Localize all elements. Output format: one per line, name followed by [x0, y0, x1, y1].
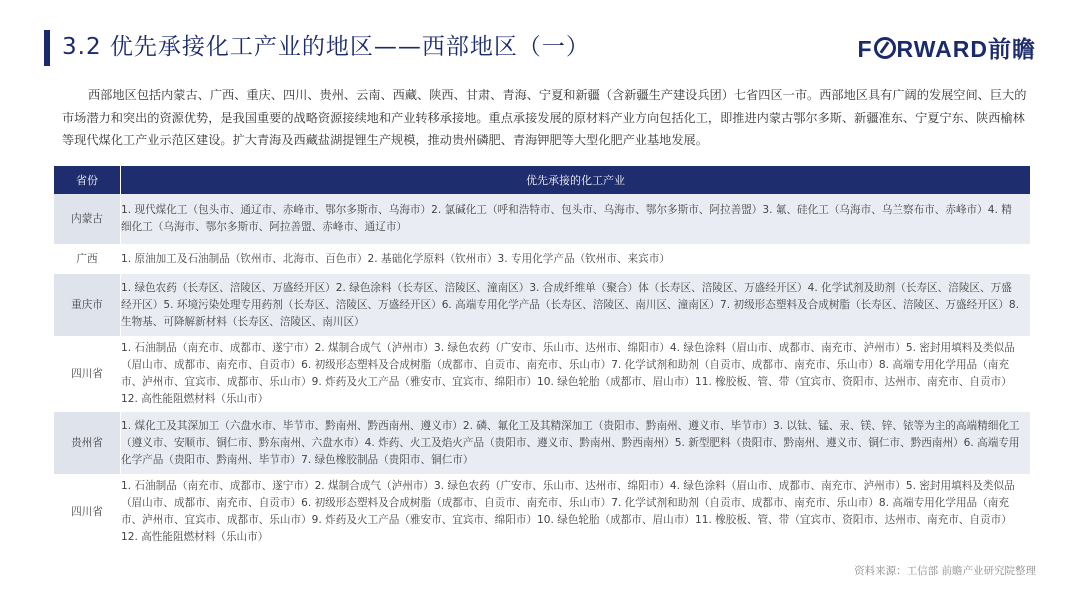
table-row	[54, 274, 1030, 336]
table-row	[54, 336, 1030, 412]
province-cell: 四川省	[54, 474, 121, 550]
source-note: 资料来源：工信部 前瞻产业研究院整理	[854, 565, 1036, 577]
table-row	[54, 474, 1030, 550]
province-cell: 贵州省	[54, 412, 121, 474]
header-industry: 优先承接的化工产业	[121, 166, 1031, 194]
page-title: 3.2 优先承接化工产业的地区——西部地区（一）	[62, 34, 590, 60]
title-accent-bar	[44, 30, 50, 66]
industry-cell: 1. 石油制品（南充市、成都市、遂宁市）2. 煤制合成气（泸州市）3. 绿色农药（广安市、乐山市、达州市、绵阳市）4. 绿色涂料（眉山市、成都市、南充市、泸州市）5. 密封用填料及类似品（眉山市、成都市、南充市、自贡市）6. 初级形态塑料及合成树脂（成都市、自贡市、南充市、乐山市）7. 化学试剂和助剂（自贡市、成都市、南充市、乐山市）8. 高端专用化学用品（南充市、泸州市、宜宾市、成都市、乐山市）9. 炸药及火工产品（雅安市、宜宾市、绵阳市）10. 绿色轮胎（成都市、眉山市）11. 橡胶板、管、带（宜宾市、资阳市、达州市、南充市、自贡市）12. 高性能阻燃材料（乐山市）	[121, 474, 1031, 550]
province-cell: 重庆市	[54, 274, 121, 336]
province-cell: 内蒙古	[54, 194, 121, 244]
industry-cell: 1. 绿色农药（长寿区、涪陵区、万盛经开区）2. 绿色涂料（长寿区、涪陵区、潼南区）3. 合成纤维单（聚合）体（长寿区、涪陵区、万盛经开区）4. 化学试剂及助剂（长寿区、涪陵区、万盛经开区）5. 环境污染处理专用药剂（长寿区、涪陵区、万盛经开区）6. 高端专用化学产品（长寿区、涪陵区、南川区、潼南区）7. 初级形态塑料及合成树脂（长寿区、涪陵区、万盛经开区）8. 生物基、可降解新材料（长寿区、涪陵区、南川区）	[121, 274, 1031, 336]
province-cell: 广西	[54, 244, 121, 274]
brand-o-icon	[874, 37, 896, 59]
province-cell: 四川省	[54, 336, 121, 412]
table-header-row	[54, 166, 1030, 194]
brand-logo	[857, 31, 1036, 64]
header-province: 省份	[54, 166, 121, 194]
table-row	[54, 194, 1030, 244]
industry-cell: 1. 现代煤化工（包头市、通辽市、赤峰市、鄂尔多斯市、乌海市）2. 氯碱化工（呼和浩特市、包头市、乌海市、鄂尔多斯市、阿拉善盟）3. 氟、硅化工（乌海市、乌兰察布市、赤峰市）4. 精细化工（乌海市、鄂尔多斯市、阿拉善盟、赤峰市、通辽市）	[121, 194, 1031, 244]
brand-logo-text-start: F	[857, 36, 873, 62]
industry-cell: 1. 原油加工及石油制品（钦州市、北海市、百色市）2. 基础化学原料（钦州市）3. 专用化学产品（钦州市、来宾市）	[121, 244, 1031, 274]
industry-table	[54, 166, 1030, 550]
brand-logo-text-end: RWARD前瞻	[896, 36, 1036, 62]
table-row	[54, 244, 1030, 274]
industry-cell: 1. 煤化工及其深加工（六盘水市、毕节市、黔南州、黔西南州、遵义市）2. 磷、氟化工及其精深加工（贵阳市、黔南州、遵义市、毕节市）3. 以钛、锰、汞、镁、锌、铱等为主的高端精细化工（遵义市、安顺市、铜仁市、黔东南州、六盘水市）4. 炸药、火工及焰火产品（贵阳市、遵义市、黔南州、黔西南州）5. 新型肥料（贵阳市、黔南州、遵义市、铜仁市、黔西南州）6. 高端专用化学产品（贵阳市、黔南州、毕节市）7. 绿色橡胶制品（贵阳市、铜仁市）	[121, 412, 1031, 474]
table-row	[54, 412, 1030, 474]
intro-paragraph: 西部地区包括内蒙古、广西、重庆、四川、贵州、云南、西藏、陕西、甘肃、青海、宁夏和新疆（含新疆生产建设兵团）七省四区一市。西部地区具有广阔的发展空间、巨大的市场潜力和突出的资源优势，是我国重要的战略资源接续地和产业转移承接地。重点承接发展的原材料产业方向包括化工，即推进内蒙古鄂尔多斯、新疆准东、宁夏宁东、陕西榆林等现代煤化工产业示范区建设。扩大青海及西藏盐湖提锂生产规模，推动贵州磷肥、青海钾肥等大型化肥产业基地发展。	[62, 88, 1027, 147]
industry-cell: 1. 石油制品（南充市、成都市、遂宁市）2. 煤制合成气（泸州市）3. 绿色农药（广安市、乐山市、达州市、绵阳市）4. 绿色涂料（眉山市、成都市、南充市、泸州市）5. 密封用填料及类似品（眉山市、成都市、南充市、自贡市）6. 初级形态塑料及合成树脂（成都市、自贡市、南充市、乐山市）7. 化学试剂和助剂（自贡市、成都市、南充市、乐山市）8. 高端专用化学用品（南充市、泸州市、宜宾市、成都市、乐山市）9. 炸药及火工产品（雅安市、宜宾市、绵阳市）10. 绿色轮胎（成都市、眉山市）11. 橡胶板、管、带（宜宾市、资阳市、达州市、南充市、自贡市）12. 高性能阻燃材料（乐山市）	[121, 336, 1031, 412]
